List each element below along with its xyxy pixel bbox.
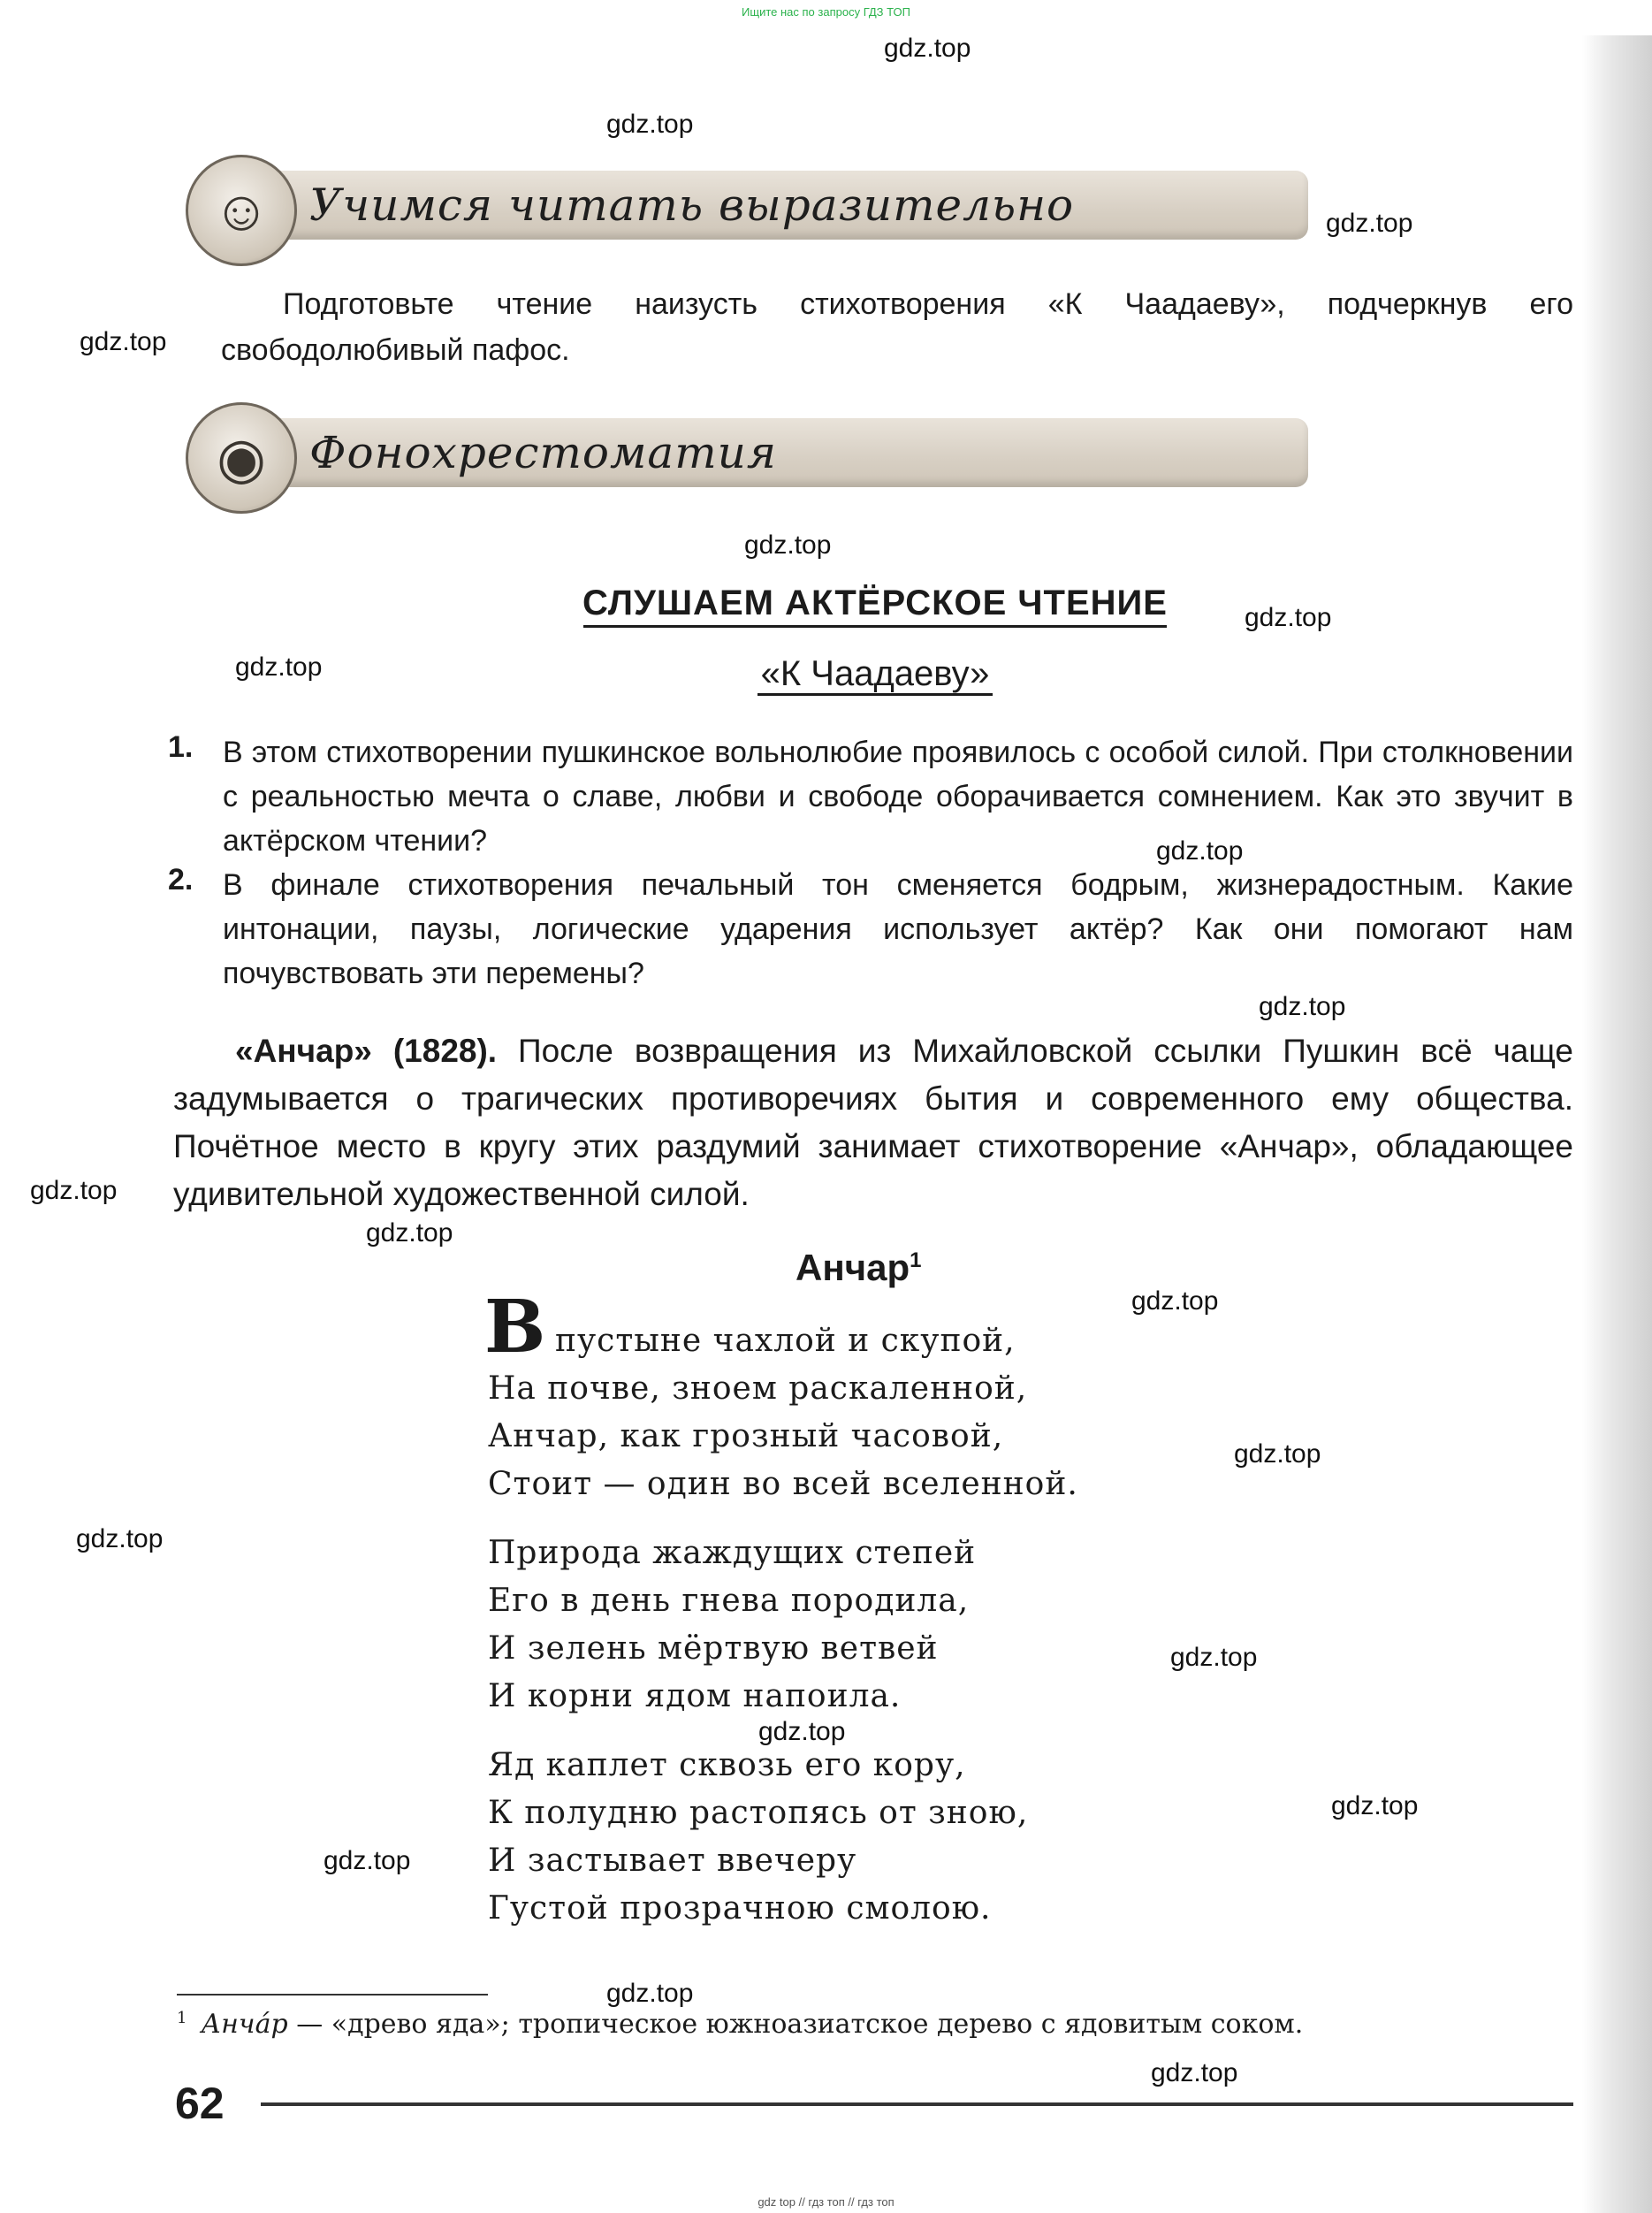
disc-icon: ◉ <box>186 402 297 514</box>
watermark: gdz.top <box>1234 1439 1321 1469</box>
section-subheading <box>566 654 1184 694</box>
poem-title-text: Анчар <box>796 1247 910 1288</box>
footnote-term: Анча́р <box>201 2009 288 2040</box>
watermark: gdz.top <box>366 1218 453 1248</box>
page-edge-shadow <box>1582 35 1652 2213</box>
watermark: gdz.top <box>606 1979 694 2008</box>
footnote <box>177 2009 1303 2040</box>
section-heading: СЛУШАЕМ АКТЁРСКОЕ ЧТЕНИЕ <box>566 584 1184 628</box>
theater-masks-icon: ☺ <box>186 155 297 266</box>
watermark: gdz.top <box>1131 1286 1219 1316</box>
watermark: gdz.top <box>1170 1643 1258 1672</box>
watermark: gdz.top <box>1245 603 1332 632</box>
bottom-ad-text: gdz top // гдз топ // гдз топ <box>757 2195 895 2209</box>
poem-line: пустыне чахлой и скупой, <box>555 1323 1016 1359</box>
poem-title <box>796 1247 921 1289</box>
poem-line: Стоит — один во всей вселенной. <box>488 1466 1078 1502</box>
bottom-divider <box>261 2102 1573 2106</box>
watermark: gdz.top <box>30 1176 118 1205</box>
poem-title-note: 1 <box>910 1248 922 1272</box>
watermark: gdz.top <box>1151 2058 1238 2087</box>
watermark: gdz.top <box>80 327 167 356</box>
anchar-intro <box>173 1027 1573 1218</box>
question-text: В этом стихотворении пушкинское вольнолюбие проявилось с особой силой. При столкновении с реальностью мечта о славе, любви и свободе оборачивается сомнением. Как это звучит в актёрском чтении? <box>223 736 1573 858</box>
poem-line: К полудню растопясь от зною, <box>488 1795 1029 1831</box>
footnote-divider <box>177 1994 488 1996</box>
banner-read-expressively <box>186 155 1308 252</box>
watermark: gdz.top <box>1156 836 1244 866</box>
watermark: gdz.top <box>744 530 832 560</box>
watermark: gdz.top <box>324 1846 411 1875</box>
footnote-text: — «древо яда»; тропическое южноазиатское дерево с ядовитым соком. <box>287 2009 1304 2040</box>
poem-dropcap: В <box>484 1285 546 1370</box>
banner-audio-anthology <box>186 402 1308 500</box>
top-ad-text: Ищите нас по запросу ГДЗ ТОП <box>742 5 910 19</box>
poem-line: И зелень мёртвую ветвей <box>488 1630 939 1667</box>
anchar-intro-text: После возвращения из Михайловской ссылки Пушкин всё чаще задумывается о трагических противоречиях бытия и современного ему общества. Почётное место в кругу этих раздумий занимает стихотворение «Анчар», обладающее удивительной художественной силой. <box>173 1033 1573 1212</box>
question-number: 1. <box>168 730 194 764</box>
watermark: gdz.top <box>1331 1791 1419 1820</box>
watermark: gdz.top <box>758 1717 846 1746</box>
poem-line: Природа жаждущих степей <box>488 1535 977 1571</box>
subheading-text: «К Чаадаеву» <box>757 654 993 696</box>
watermark: gdz.top <box>606 110 694 139</box>
page-number: 62 <box>175 2079 225 2128</box>
watermark: gdz.top <box>235 652 323 682</box>
poem-line: Густой прозрачною смолою. <box>488 1890 992 1927</box>
banner-title: Учимся читать выразительно <box>309 179 1075 231</box>
anchar-intro-title: «Анчар» (1828). <box>235 1033 498 1069</box>
watermark: gdz.top <box>1259 992 1346 1021</box>
question-text: В финале стихотворения печальный тон сменяется бодрым, жизнерадостным. Какие интонации, паузы, логические ударения использует актёр? Как они помогают нам почувствовать эти перемены? <box>223 868 1573 990</box>
poem-line: Яд каплет сквозь его кору, <box>488 1747 966 1783</box>
poem-line: Анчар, как грозный часовой, <box>488 1418 1004 1454</box>
watermark: gdz.top <box>76 1524 164 1553</box>
question-number: 2. <box>168 863 194 897</box>
watermark: gdz.top <box>884 34 971 63</box>
banner-title: Фонохрестоматия <box>309 427 777 478</box>
poem-line: На почве, зноем раскаленной, <box>488 1370 1028 1407</box>
watermark: gdz.top <box>1326 209 1413 238</box>
footnote-mark: 1 <box>177 2009 187 2027</box>
reading-task: Подготовьте чтение наизусть стихотворения «К Чаадаеву», подчеркнув его свободолюбивый пафос. <box>221 287 1573 367</box>
poem-line: И застывает ввечеру <box>488 1843 857 1879</box>
poem-line: И корни ядом напоила. <box>488 1678 902 1714</box>
poem-line: Его в день гнева породила, <box>488 1583 970 1619</box>
